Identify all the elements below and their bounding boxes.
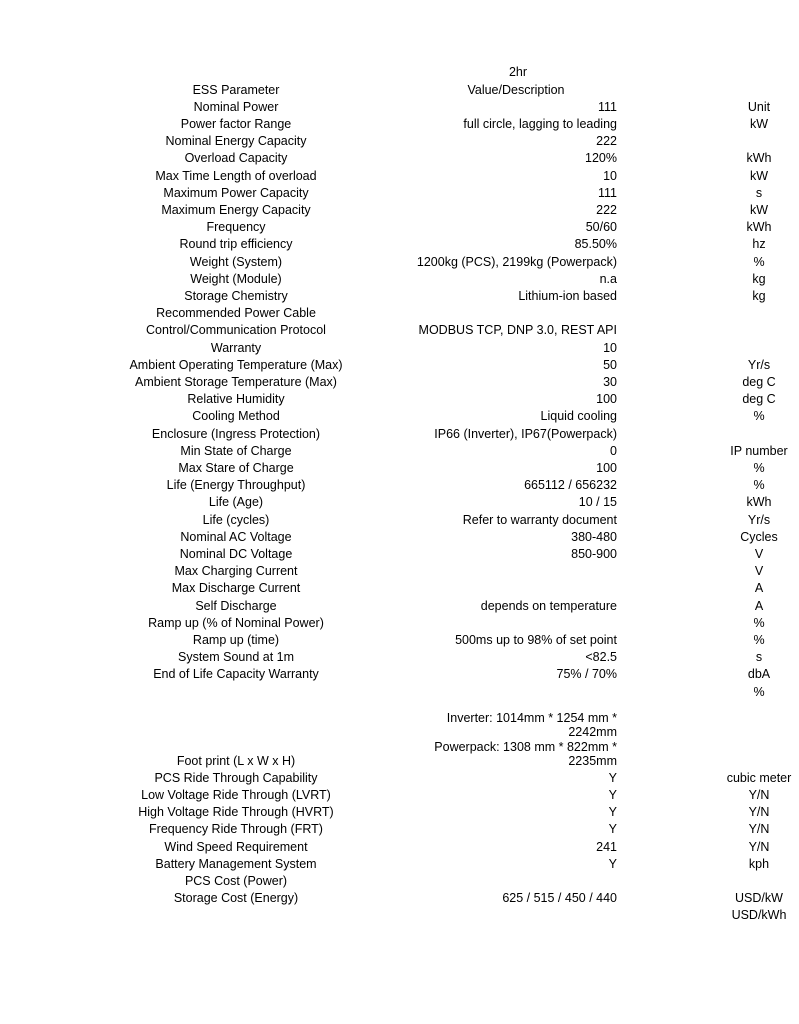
parameter-cell: Wind Speed Requirement bbox=[164, 839, 308, 854]
value-cell: full circle, lagging to leading bbox=[463, 116, 617, 131]
value-cell: depends on temperature bbox=[480, 598, 617, 613]
value-cell: 111 bbox=[597, 185, 617, 200]
parameter-cell: Recommended Power Cable bbox=[156, 306, 316, 321]
parameter-cell: Life (cycles) bbox=[202, 512, 270, 527]
parameter-cell: Enclosure (Ingress Protection) bbox=[151, 426, 321, 441]
unit-cell: Y/N bbox=[748, 839, 770, 854]
parameter-column-header: ESS Parameter bbox=[192, 82, 280, 97]
footprint-inverter-dims: Inverter: 1014mm * 1254 mm * 2242mm bbox=[446, 711, 617, 739]
value-cell: 30 bbox=[603, 374, 617, 389]
value-cell: 10 bbox=[603, 168, 617, 183]
parameter-cell: Nominal Energy Capacity bbox=[165, 134, 307, 149]
parameter-cell: Nominal AC Voltage bbox=[180, 529, 292, 544]
value-cell: 10 / 15 bbox=[578, 495, 617, 510]
unit-cell: A bbox=[754, 598, 764, 613]
unit-cell: Y/N bbox=[748, 822, 770, 837]
unit-cell: cubic meter bbox=[726, 770, 792, 785]
parameter-cell: Ramp up (% of Nominal Power) bbox=[148, 615, 324, 630]
table-row bbox=[0, 236, 640, 253]
value-cell bbox=[392, 580, 640, 597]
parameter-cell: Ramp up (time) bbox=[192, 633, 280, 647]
unit-cell: Cycles bbox=[740, 529, 778, 544]
table-row bbox=[0, 563, 640, 580]
value-cell: 85.50% bbox=[574, 237, 617, 252]
table-row bbox=[0, 305, 640, 322]
unit-cell: hz bbox=[752, 237, 766, 252]
unit-cell: % bbox=[753, 615, 765, 630]
unit-cell: Y/N bbox=[748, 805, 770, 820]
table-row bbox=[0, 408, 640, 425]
parameter-cell: Storage Cost (Energy) bbox=[173, 891, 299, 906]
table-row-footprint bbox=[0, 701, 640, 770]
unit-cell: % bbox=[753, 409, 765, 424]
table-row bbox=[0, 512, 640, 529]
unit-cell: V bbox=[754, 546, 764, 561]
table-row bbox=[0, 202, 640, 219]
unit-cell: Yr/s bbox=[747, 357, 771, 372]
unit-cell: USD/kW bbox=[735, 891, 783, 906]
table-row bbox=[0, 288, 640, 305]
value-cell: 222 bbox=[596, 134, 617, 149]
table-row bbox=[0, 529, 640, 546]
table-row bbox=[0, 357, 640, 374]
table-row bbox=[0, 598, 640, 615]
parameter-cell: Cooling Method bbox=[192, 409, 280, 424]
value-cell: 111 bbox=[597, 99, 617, 114]
value-cell: <82.5 bbox=[585, 650, 617, 665]
table-row bbox=[0, 494, 640, 511]
unit-cell: A bbox=[754, 581, 764, 596]
table-row bbox=[0, 649, 640, 666]
table-header-row bbox=[0, 82, 640, 99]
unit-cell: deg C bbox=[742, 392, 776, 407]
parameter-cell: Control/Communication Protocol bbox=[146, 323, 326, 338]
value-cell bbox=[392, 873, 640, 890]
unit-cell: s bbox=[755, 650, 763, 665]
table-row bbox=[0, 580, 640, 597]
value-cell bbox=[392, 305, 640, 322]
table-row bbox=[0, 856, 640, 873]
parameter-cell: Warranty bbox=[210, 340, 262, 355]
table-row bbox=[0, 168, 640, 185]
unit-cell: % bbox=[753, 633, 765, 647]
table-row bbox=[0, 443, 640, 460]
value-cell: Y bbox=[608, 805, 617, 820]
value-cell: Y bbox=[608, 856, 617, 871]
parameter-cell: High Voltage Ride Through (HVRT) bbox=[138, 805, 334, 820]
unit-cell: kWh bbox=[746, 495, 772, 510]
table-row bbox=[0, 821, 640, 838]
unit-cell: kg bbox=[752, 288, 766, 303]
value-cell: 500ms up to 98% of set point bbox=[455, 633, 617, 647]
value-cell: MODBUS TCP, DNP 3.0, REST API bbox=[418, 323, 617, 338]
value-cell: 850-900 bbox=[571, 546, 617, 561]
value-cell: Y bbox=[608, 822, 617, 837]
value-cell: Y bbox=[608, 788, 617, 802]
value-cell: Liquid cooling bbox=[540, 409, 617, 424]
unit-cell: kW bbox=[749, 116, 769, 131]
parameter-cell: Life (Age) bbox=[208, 495, 264, 510]
unit-cell: Y/N bbox=[748, 788, 770, 802]
table-row bbox=[0, 804, 640, 821]
unit-cell: deg C bbox=[742, 374, 776, 389]
table-row bbox=[0, 873, 640, 890]
value-cell: Lithium-ion based bbox=[518, 288, 617, 303]
parameter-cell: Relative Humidity bbox=[187, 392, 285, 407]
parameter-cell: Battery Management System bbox=[155, 856, 317, 871]
parameter-cell: Min State of Charge bbox=[180, 443, 292, 458]
parameter-cell: PCS Cost (Power) bbox=[184, 874, 288, 889]
unit-column-header: Unit bbox=[747, 99, 771, 114]
unit-cell: Yr/s bbox=[747, 512, 771, 527]
unit-cell: kWh bbox=[746, 220, 772, 235]
unit-cell: V bbox=[754, 564, 764, 579]
table-row bbox=[0, 219, 640, 236]
table-row bbox=[0, 426, 640, 443]
value-cell: 75% / 70% bbox=[556, 667, 617, 682]
table-row bbox=[0, 666, 640, 683]
unit-cell: IP number bbox=[730, 443, 788, 458]
table-row bbox=[0, 787, 640, 804]
value-cell: 50/60 bbox=[585, 220, 617, 235]
value-cell: 625 / 515 / 450 / 440 bbox=[502, 891, 617, 906]
table-row bbox=[0, 99, 640, 116]
unit-cell: kph bbox=[748, 856, 770, 871]
parameter-cell: Ambient Storage Temperature (Max) bbox=[135, 374, 337, 389]
parameter-cell: Low Voltage Ride Through (LVRT) bbox=[141, 788, 331, 802]
value-cell: 1200kg (PCS), 2199kg (Powerpack) bbox=[416, 254, 617, 269]
value-cell: n.a bbox=[599, 271, 617, 286]
unit-cell: % bbox=[753, 684, 765, 699]
parameter-cell: Frequency bbox=[206, 220, 266, 235]
parameter-cell: Self Discharge bbox=[195, 598, 277, 613]
table-row bbox=[0, 460, 640, 477]
table-row bbox=[0, 546, 640, 563]
value-cell: 120% bbox=[585, 151, 617, 166]
value-cell bbox=[392, 563, 640, 580]
value-cell: 100 bbox=[596, 392, 617, 407]
table-row bbox=[0, 133, 640, 150]
value-cell: 100 bbox=[596, 460, 617, 475]
value-cell: Refer to warranty document bbox=[462, 512, 617, 527]
unit-cell: % bbox=[753, 478, 765, 493]
value-cell: 241 bbox=[596, 839, 617, 854]
table-row bbox=[0, 271, 640, 288]
unit-cell: % bbox=[753, 460, 765, 475]
table-row bbox=[0, 254, 640, 271]
footprint-powerpack-dims: Powerpack: 1308 mm * 822mm * 2235mm bbox=[434, 740, 617, 768]
parameter-cell: Weight (Module) bbox=[190, 271, 282, 286]
table-row bbox=[0, 150, 640, 167]
parameter-cell: Weight (System) bbox=[189, 254, 283, 269]
parameter-cell: Max Time Length of overload bbox=[155, 168, 317, 183]
value-cell: 50 bbox=[603, 357, 617, 372]
table-row bbox=[0, 116, 640, 133]
unit-cell: kW bbox=[749, 202, 769, 217]
parameter-cell: Round trip efficiency bbox=[179, 237, 293, 252]
unit-cell: USD/kWh bbox=[731, 908, 787, 923]
parameter-cell: Life (Energy Throughput) bbox=[166, 478, 306, 493]
parameter-cell: Max Stare of Charge bbox=[178, 460, 294, 475]
table-row bbox=[0, 839, 640, 856]
table-row bbox=[0, 185, 640, 202]
parameter-cell: Maximum Power Capacity bbox=[163, 185, 309, 200]
table-row bbox=[0, 632, 640, 649]
parameter-cell: Overload Capacity bbox=[184, 151, 288, 166]
value-cell: 0 bbox=[610, 443, 617, 458]
unit-cell: kWh bbox=[746, 151, 772, 166]
value-cell: IP66 (Inverter), IP67(Powerpack) bbox=[434, 426, 617, 441]
value-cell: 665112 / 656232 bbox=[524, 478, 617, 493]
table-row bbox=[0, 890, 640, 907]
value-cell bbox=[392, 701, 640, 770]
parameter-cell: Max Charging Current bbox=[174, 564, 298, 579]
parameter-cell: Foot print (L x W x H) bbox=[176, 753, 296, 768]
unit-cell: dbA bbox=[747, 667, 771, 682]
table-row bbox=[0, 770, 640, 787]
value-cell: Y bbox=[608, 770, 617, 785]
parameter-cell: Frequency Ride Through (FRT) bbox=[149, 822, 323, 837]
parameter-cell: Max Discharge Current bbox=[171, 581, 301, 596]
value-cell bbox=[392, 615, 640, 632]
unit-cell: kW bbox=[749, 168, 769, 183]
parameter-cell: Ambient Operating Temperature (Max) bbox=[129, 357, 343, 372]
parameter-cell: PCS Ride Through Capability bbox=[154, 770, 318, 785]
ess-parameter-table bbox=[0, 82, 792, 923]
table-row bbox=[0, 340, 640, 357]
table-row bbox=[0, 374, 640, 391]
table-row bbox=[0, 615, 640, 632]
parameter-cell: Maximum Energy Capacity bbox=[161, 202, 311, 217]
unit-cell: kg bbox=[752, 271, 766, 286]
duration-header: 2hr bbox=[508, 65, 528, 79]
unit-cell: % bbox=[753, 254, 765, 269]
blank-row bbox=[0, 684, 640, 701]
value-cell: 380-480 bbox=[571, 529, 617, 544]
parameter-cell: Nominal DC Voltage bbox=[179, 546, 293, 561]
table-row bbox=[0, 322, 640, 339]
parameter-cell: Power factor Range bbox=[180, 116, 292, 131]
table-row bbox=[0, 391, 640, 408]
unit-cell: s bbox=[755, 185, 763, 200]
parameter-cell: System Sound at 1m bbox=[177, 650, 295, 665]
parameter-cell: Storage Chemistry bbox=[184, 288, 288, 303]
value-column-header: Value/Description bbox=[467, 82, 565, 97]
value-cell: 10 bbox=[603, 340, 617, 355]
parameter-cell: End of Life Capacity Warranty bbox=[153, 667, 319, 682]
table-row bbox=[0, 477, 640, 494]
parameter-cell: Nominal Power bbox=[193, 99, 279, 114]
value-cell: 222 bbox=[596, 202, 617, 217]
